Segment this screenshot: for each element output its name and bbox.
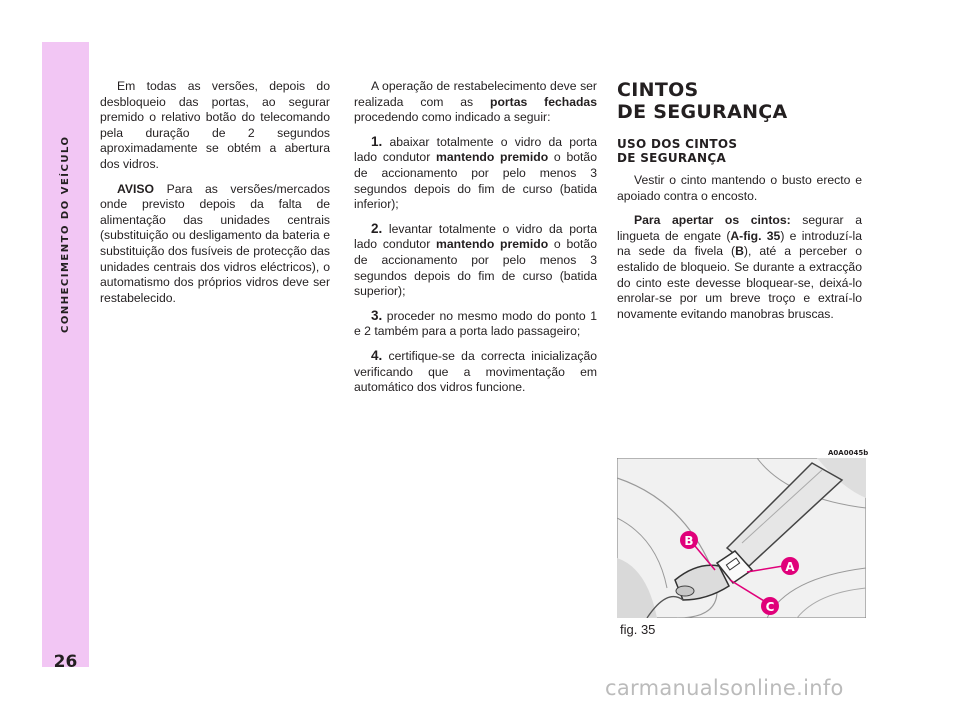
subheading-line: DE SEGURANÇA: [617, 151, 727, 165]
figure-caption: fig. 35: [620, 622, 656, 637]
paragraph-posture: Vestir o cinto mantendo o busto erecto e apoiado contra o encosto.: [617, 173, 862, 203]
callout-c-label: C: [765, 600, 775, 614]
step-number: 2.: [371, 220, 383, 236]
text: abaixar totalmente o vidro da porta lado condutor: [354, 134, 597, 165]
paragraph-fastening: [617, 213, 862, 322]
paragraph-reset-intro: [354, 79, 597, 126]
paragraph-opening-windows: Em todas as versões, depois do desbloqueio das portas, ao segurar premido o relativo botão do telecomando pela duração de 2 segundos aproximadamente se obtém a abertura dos vidros.: [100, 79, 330, 171]
warning-label: AVISO: [117, 181, 155, 196]
column-2: [354, 79, 597, 404]
bold-text: mantendo premido: [436, 150, 549, 165]
text: o botão de accionamento por pelo menos 3 segundos depois do fim de curso (batida superior);: [354, 237, 597, 299]
paragraph-warning: [100, 182, 330, 307]
figure-reference: A-fig. 35: [730, 228, 781, 243]
heading-line: CINTOS: [617, 79, 699, 101]
text: procedendo como indicado a seguir:: [354, 110, 551, 125]
step-number: 1.: [371, 133, 383, 149]
text: proceder no mesmo modo do ponto 1 e 2 também para a porta lado passageiro;: [354, 308, 597, 339]
section-title: CONHECIMENTO DO VEÍCULO: [60, 135, 71, 334]
step-number: 3.: [371, 307, 383, 323]
step-4: [354, 348, 597, 396]
step-2: [354, 221, 597, 300]
text: ) e introduzí-la na sede da fivela (: [617, 228, 862, 259]
step-3: [354, 308, 597, 340]
heading-line: DE SEGURANÇA: [617, 101, 788, 123]
step-number: 4.: [371, 347, 383, 363]
text: ), até a perceber o estalido de bloqueio. Se durante a extracção do cinto este devesse bloquear-se, deixá-lo enrolar-se por um breve troço e extraí-lo novamente evitando manobras bruscas.: [617, 244, 862, 321]
subheading-line: USO DOS CINTOS: [617, 137, 738, 151]
seatbelt-illustration: [617, 458, 866, 618]
column-3: [617, 79, 862, 331]
text: o botão de accionamento por pelo menos 3 segundos depois do fim de curso (batida inferior);: [354, 150, 597, 212]
callout-a-label: A: [785, 560, 795, 574]
column-1: [100, 79, 330, 315]
text: A operação de restabelecimento deve ser realizada com as: [354, 79, 597, 109]
sidebar: [42, 42, 89, 672]
figure-reference: B: [735, 244, 744, 259]
text: segurar a lingueta de engate (: [617, 213, 862, 243]
bold-text: mantendo premido: [436, 237, 549, 252]
figure-code: A0A0045b: [828, 449, 869, 457]
watermark: carmanualsonline.info: [605, 676, 844, 700]
page-number: 26: [53, 652, 78, 672]
text: certifique-se da correcta inicialização verificando que a movimentação em automático dos vidros funcione.: [354, 348, 597, 395]
callout-b-label: B: [684, 534, 694, 548]
step-1: [354, 134, 597, 213]
text: levantar totalmente o vidro da porta lado condutor: [354, 221, 597, 252]
bold-text: portas fechadas: [490, 94, 597, 109]
sub-heading: [617, 137, 862, 165]
section-heading: [617, 79, 862, 123]
warning-text: Para as versões/mercados onde previsto depois da falta de alimentação das unidades centrais (substituição ou desligamento da bateria e substituição dos fusíveis de protecção das unidades centrais dos vidros eléctricos), o automatismo dos próprios vidros deve ser restabelecido.: [100, 181, 330, 305]
bold-text: Para apertar os cintos:: [634, 213, 791, 228]
